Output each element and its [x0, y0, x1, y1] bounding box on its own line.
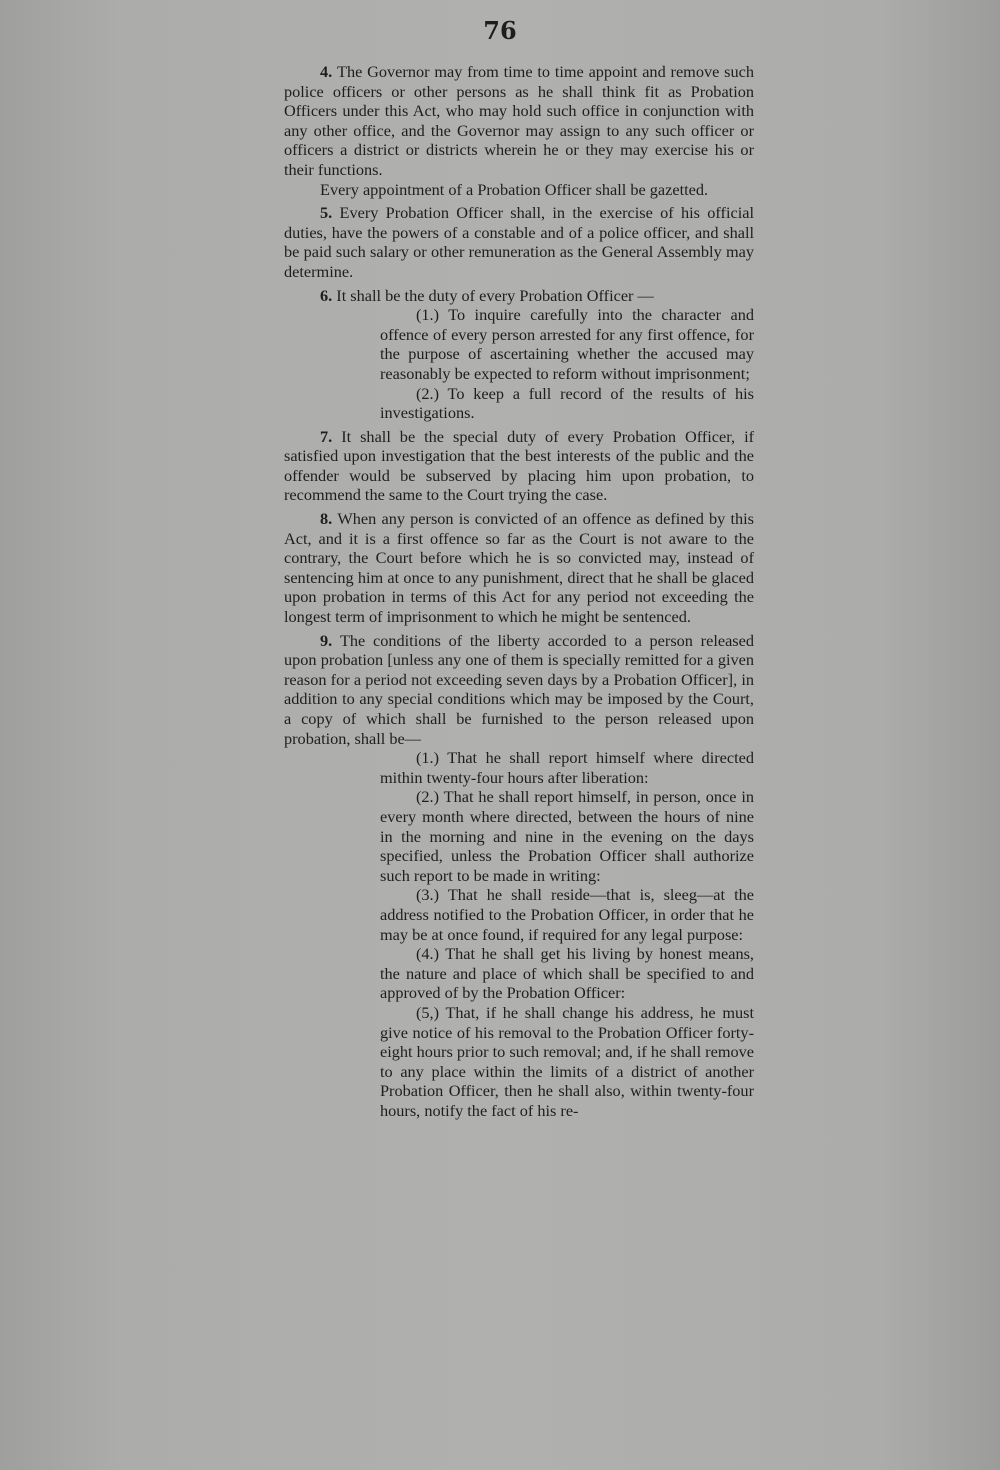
section-number: 8. [320, 509, 338, 529]
subsection-item [284, 885, 754, 944]
subsection-text: To keep a full record of the results of his investigations. [380, 383, 754, 423]
section-paragraph [284, 203, 754, 281]
subsection-list [284, 748, 754, 1120]
subsection-text: That he shall reside—that is, sleeg—at the address notified to the Probation Officer, in order that he may be at once found, if required for any legal purpose: [380, 885, 754, 944]
subsection-label: (4.) [416, 944, 446, 964]
subsection-label: (2.) [416, 383, 448, 403]
section [284, 427, 754, 505]
section-paragraph [284, 509, 754, 627]
subsection-label: (3.) [416, 885, 448, 905]
body-text [284, 62, 754, 1124]
subsection-item [284, 787, 754, 885]
section-number: 5. [320, 203, 340, 223]
section-paragraph [284, 180, 754, 200]
paragraph-text: The Governor may from time to time appoint and remove such police officers or other persons as he shall think fit as Probation Officers under this Act, who may hold such office in conjunction with any other office, and the Governor may assign to any such officer or officers a district or districts wherein he or they may exercise his or their functions. [284, 62, 754, 179]
page-number: 76 [483, 16, 517, 45]
paragraph-text: It shall be the special duty of every Probation Officer, if satisfied upon investigation that the best interests of the public and the offender would be subserved by placing him upon probation, to recommend the same to the Court trying the case. [284, 426, 755, 505]
section-paragraph [284, 631, 754, 749]
section-paragraph [284, 427, 754, 505]
section [284, 203, 754, 281]
subsection-label: (2.) [416, 787, 444, 807]
subsection-item [284, 305, 754, 383]
subsection-item [284, 748, 754, 787]
subsection-text: That he shall report himself, in person, once in every month where directed, between the hours of nine in the morning and nine in the evening on the days specified, unless the Probation Officer shall authorize such report to be made in writing: [380, 787, 754, 885]
section-number: 6. [320, 285, 337, 305]
section-number: 9. [320, 630, 340, 650]
subsection-list [284, 305, 754, 423]
section-number: 4. [320, 62, 338, 81]
subsection-label: (1.) [416, 305, 449, 325]
section-paragraph [284, 62, 754, 180]
section [284, 286, 754, 423]
paragraph-text: Every Probation Officer shall, in the exercise of his official duties, have the powers of a constable and of a police officer, and shall be paid such salary or other remuneration as the General Assembly may determine. [284, 203, 755, 281]
paragraph-text: It shall be the duty of every Probation Officer — [336, 285, 654, 305]
subsection-item [284, 384, 754, 423]
paragraph-text: Every appointment of a Probation Officer shall be gazetted. [320, 179, 709, 199]
subsection-label: (1.) [416, 748, 448, 768]
section [284, 631, 754, 1121]
section-paragraph [284, 286, 754, 306]
subsection-item [284, 1003, 754, 1121]
section-number: 7. [320, 426, 342, 446]
subsection-text: That, if he shall change his address, he must give notice of his removal to the Probation Officer forty-eight hours prior to such removal; and, if he shall remove to any place within the limits of a district of another Probation Officer, then he shall also, within twenty-four hours, notify the fact of his re- [380, 1002, 754, 1120]
subsection-text: That he shall get his living by honest means, the nature and place of which shall be specified to and approved of by the Probation Officer: [380, 944, 754, 1003]
paragraph-text: The conditions of the liberty accorded to a person released upon probation [unless any one of them is specially remitted for a given reason for a period not exceeding seven days by a Probation Officer], in addition to any special conditions which may be imposed by the Court, a copy of which shall be furnished to the person released upon probation, shall be— [284, 630, 755, 748]
subsection-text: That he shall report himself where directed mithin twenty-four hours after liberation: [380, 748, 754, 787]
subsection-label: (5,) [416, 1002, 446, 1022]
section [284, 509, 754, 627]
subsection-text: To inquire carefully into the character and offence of every person arrested for any first offence, for the purpose of ascertaining whether the accused may reasonably be expected to reform without imprisonment; [380, 305, 754, 383]
subsection-item [284, 944, 754, 1003]
paragraph-text: When any person is convicted of an offence as defined by this Act, and it is a first offence so far as the Court is not aware to the contrary, the Court before which he is so convicted may, instead of sentencing him at once to any punishment, direct that he shall be glaced upon probation in terms of this Act for any period not exceeding the longest term of imprisonment to which he might be sentenced. [284, 509, 755, 627]
section [284, 62, 754, 199]
